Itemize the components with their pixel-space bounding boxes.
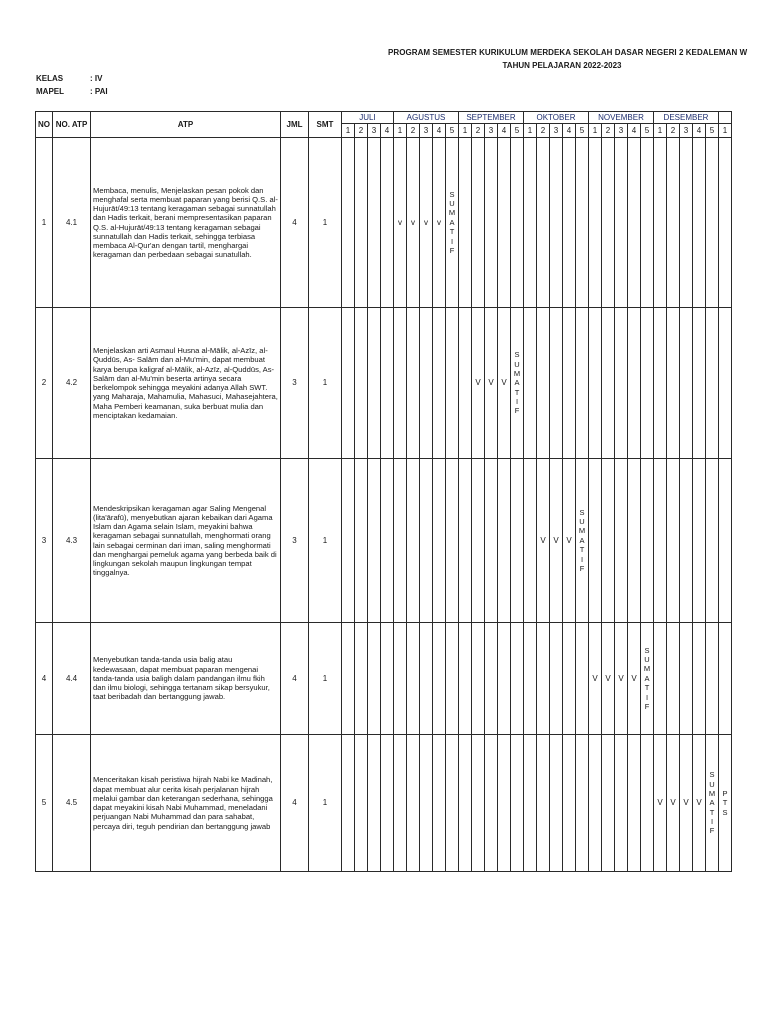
week-cell (419, 307, 432, 458)
week-cell (614, 458, 627, 622)
mapel-label: MAPEL (36, 87, 64, 96)
schedule-mark: V (471, 307, 484, 458)
row-no-atp: 4.4 (52, 622, 90, 734)
month-header: AGUSTUS (393, 111, 458, 123)
week-cell (562, 622, 575, 734)
week-cell (432, 622, 445, 734)
week-number: 3 (484, 123, 497, 137)
week-cell (588, 458, 601, 622)
week-cell (419, 622, 432, 734)
week-cell (471, 734, 484, 871)
week-number: 3 (679, 123, 692, 137)
week-cell (406, 622, 419, 734)
week-cell (458, 307, 471, 458)
row-jml: 4 (280, 622, 308, 734)
activity-label: S U M A T I F (575, 458, 588, 622)
row-no: 3 (35, 458, 52, 622)
month-header: NOVEMBER (588, 111, 653, 123)
week-cell (588, 734, 601, 871)
week-cell (536, 137, 549, 307)
document-subtitle: TAHUN PELAJARAN 2022-2023 (502, 61, 622, 70)
week-cell (393, 307, 406, 458)
row-no-atp: 4.1 (52, 137, 90, 307)
week-cell (380, 734, 393, 871)
week-number: 3 (614, 123, 627, 137)
week-cell (406, 734, 419, 871)
row-atp-description: Menyebutkan tanda-tanda usia balig atau kedewasaan, dapat membuat paparan mengenai tanda-tanda usia baligh dalam pandangan ilmu fkih dan ilmu biologi, sehingga tertanam sikap bersyukur, taat beribadah dan bertanggung jawab. (90, 622, 280, 734)
week-number: 5 (705, 123, 718, 137)
week-cell (575, 137, 588, 307)
week-number: 1 (718, 123, 731, 137)
schedule-mark: v (406, 137, 419, 307)
week-cell (380, 307, 393, 458)
row-jml: 4 (280, 734, 308, 871)
week-number: 3 (367, 123, 380, 137)
week-cell (419, 734, 432, 871)
week-cell (458, 734, 471, 871)
week-cell (432, 307, 445, 458)
week-cell (692, 137, 705, 307)
week-number: 4 (380, 123, 393, 137)
week-cell (536, 622, 549, 734)
week-cell (393, 734, 406, 871)
week-cell (575, 307, 588, 458)
week-cell (666, 458, 679, 622)
week-cell (484, 734, 497, 871)
week-number: 3 (549, 123, 562, 137)
week-number: 5 (575, 123, 588, 137)
schedule-mark: V (601, 622, 614, 734)
kelas-line (36, 74, 102, 83)
week-cell (653, 622, 666, 734)
week-cell (549, 622, 562, 734)
activity-label: P T S (718, 734, 731, 871)
week-cell (718, 622, 731, 734)
week-cell (432, 734, 445, 871)
month-header: SEPTEMBER (458, 111, 523, 123)
week-cell (627, 734, 640, 871)
week-number: 4 (497, 123, 510, 137)
week-cell (393, 458, 406, 622)
week-cell (653, 307, 666, 458)
month-header (718, 111, 731, 123)
col-header-atp: ATP (90, 111, 280, 137)
week-cell (536, 307, 549, 458)
week-cell (666, 307, 679, 458)
schedule-mark: V (614, 622, 627, 734)
week-cell (601, 734, 614, 871)
row-smt: 1 (308, 137, 341, 307)
week-cell (497, 734, 510, 871)
week-cell (419, 458, 432, 622)
week-number: 2 (666, 123, 679, 137)
week-cell (679, 622, 692, 734)
week-cell (653, 458, 666, 622)
week-number: 2 (601, 123, 614, 137)
schedule-mark: v (419, 137, 432, 307)
week-cell (406, 458, 419, 622)
week-number: 4 (627, 123, 640, 137)
week-cell (471, 458, 484, 622)
week-number: 5 (510, 123, 523, 137)
week-cell (445, 307, 458, 458)
week-cell (458, 458, 471, 622)
schedule-mark: V (679, 734, 692, 871)
week-number: 2 (536, 123, 549, 137)
week-number: 5 (445, 123, 458, 137)
week-cell (510, 734, 523, 871)
week-cell (484, 622, 497, 734)
week-cell (705, 622, 718, 734)
document-title: PROGRAM SEMESTER KURIKULUM MERDEKA SEKOLAH DASAR NEGERI 2 KEDALEMAN W (388, 48, 748, 57)
week-cell (367, 137, 380, 307)
table-right-border (731, 111, 732, 871)
week-cell (367, 458, 380, 622)
week-cell (627, 458, 640, 622)
week-cell (341, 734, 354, 871)
week-number: 1 (523, 123, 536, 137)
week-cell (536, 734, 549, 871)
schedule-mark: V (549, 458, 562, 622)
week-cell (341, 458, 354, 622)
week-cell (445, 734, 458, 871)
row-atp-description: Menceritakan kisah peristiwa hijrah Nabi ke Madinah, dapat membuat alur cerita kisah perjalanan hijrah melalui gambar dan keterangan sederhana, sehingga dapat meyakini kisah Nabi Muhammad, meneladani perjuangan Nabi Muhammad dan para sahabat, percaya diri, teguh pendirian dan bertanggung jawab (90, 734, 280, 871)
week-cell (562, 734, 575, 871)
week-cell (640, 137, 653, 307)
week-cell (406, 307, 419, 458)
week-cell (523, 458, 536, 622)
week-cell (367, 622, 380, 734)
row-atp-description: Mendeskripsikan keragaman agar Saling Mengenal (lita'ārafū), menyebutkan ajaran kebaikan dari Agama Islam dan Agama selain Islam, meyakini bahwa keragaman sebagai sunnatullah, menghormati orang lain sebagai cerminan dari iman, saling menghormati dan menghargai pemeluk agama yang berbeda baik di lingkungan sekolah maupun lingkungan tempat tinggalnya. (90, 458, 280, 622)
row-jml: 3 (280, 307, 308, 458)
week-cell (705, 307, 718, 458)
month-header: JULI (341, 111, 393, 123)
row-no: 1 (35, 137, 52, 307)
week-cell (666, 622, 679, 734)
row-smt: 1 (308, 458, 341, 622)
activity-label: S U M A T I F (445, 137, 458, 307)
week-cell (471, 622, 484, 734)
week-cell (627, 307, 640, 458)
week-cell (393, 622, 406, 734)
week-cell (380, 458, 393, 622)
week-cell (445, 458, 458, 622)
row-no: 5 (35, 734, 52, 871)
week-cell (523, 734, 536, 871)
week-number: 4 (562, 123, 575, 137)
row-no-atp: 4.2 (52, 307, 90, 458)
week-cell (679, 137, 692, 307)
row-no: 4 (35, 622, 52, 734)
week-cell (640, 307, 653, 458)
week-cell (640, 734, 653, 871)
schedule-mark: V (692, 734, 705, 871)
schedule-mark: V (562, 458, 575, 622)
week-cell (614, 307, 627, 458)
week-cell (510, 622, 523, 734)
row-jml: 3 (280, 458, 308, 622)
row-smt: 1 (308, 734, 341, 871)
week-cell (666, 137, 679, 307)
week-cell (510, 458, 523, 622)
week-number: 2 (471, 123, 484, 137)
week-cell (367, 734, 380, 871)
week-cell (601, 458, 614, 622)
col-header-no-atp: NO. ATP (52, 111, 90, 137)
week-cell (341, 622, 354, 734)
table-bottom-border (35, 871, 732, 872)
month-header: DESEMBER (653, 111, 718, 123)
week-cell (380, 622, 393, 734)
week-cell (341, 307, 354, 458)
week-cell (484, 458, 497, 622)
week-cell (614, 734, 627, 871)
week-cell (380, 137, 393, 307)
row-atp-description: Menjelaskan arti Asmaul Husna al-Mālik, al-Azīz, al-Quddūs, As- Salām dan al-Mu'min, dapat membuat karya berupa kaligraf al-Mālik, al-Azīz, al-Quddūs, As-Salām dan al-Mu'min beserta artinya secara berkelompok sehingga meyakini adanya Allah SWT. yang Maharaja, Mahamulia, Mahasuci, Mahasejahtera, Maha Pemberi keamanan, suka berbuat mulia dan menciptakan kedamaian. (90, 307, 280, 458)
schedule-mark: V (627, 622, 640, 734)
row-no-atp: 4.3 (52, 458, 90, 622)
week-cell (549, 137, 562, 307)
activity-label: S U M A T I F (510, 307, 523, 458)
week-cell (679, 307, 692, 458)
week-cell (354, 307, 367, 458)
row-no-atp: 4.5 (52, 734, 90, 871)
week-cell (575, 622, 588, 734)
week-cell (692, 458, 705, 622)
week-cell (692, 622, 705, 734)
row-atp-description: Membaca, menulis, Menjelaskan pesan pokok dan menghafal serta membuat paparan yang berisi Q.S. al-Hujurāt/49:13 tentang keragaman sebagai sunnatullah dan Hadis terkait, berani mempresentasikan paparan Q.S. al-Hujurāt/49:13 tentang keragaman sebagai sunnatullah dan Hadis terkait, sehingga terbiasa membaca Al-Qur'an dengan tartil, menghargai keragaman dan perbedaan sebagai sunatullah. (90, 137, 280, 307)
week-number: 5 (640, 123, 653, 137)
week-number: 1 (653, 123, 666, 137)
week-cell (627, 137, 640, 307)
week-cell (705, 458, 718, 622)
week-cell (575, 734, 588, 871)
mapel-value: : PAI (90, 87, 108, 96)
week-cell (523, 137, 536, 307)
week-cell (549, 734, 562, 871)
week-number: 1 (341, 123, 354, 137)
schedule-mark: V (588, 622, 601, 734)
week-cell (458, 137, 471, 307)
row-no: 2 (35, 307, 52, 458)
week-number: 1 (588, 123, 601, 137)
week-cell (354, 458, 367, 622)
week-cell (601, 137, 614, 307)
week-cell (653, 137, 666, 307)
week-number: 3 (419, 123, 432, 137)
week-number: 2 (406, 123, 419, 137)
week-cell (458, 622, 471, 734)
week-cell (497, 137, 510, 307)
week-cell (562, 307, 575, 458)
week-cell (588, 137, 601, 307)
week-cell (705, 137, 718, 307)
week-cell (484, 137, 497, 307)
week-cell (445, 622, 458, 734)
week-number: 1 (458, 123, 471, 137)
week-cell (614, 137, 627, 307)
week-cell (354, 734, 367, 871)
week-cell (523, 622, 536, 734)
week-cell (692, 307, 705, 458)
schedule-mark: V (536, 458, 549, 622)
week-number: 2 (354, 123, 367, 137)
week-cell (588, 307, 601, 458)
schedule-mark: v (432, 137, 445, 307)
schedule-mark: V (653, 734, 666, 871)
month-header: OKTOBER (523, 111, 588, 123)
week-number: 4 (432, 123, 445, 137)
week-cell (549, 307, 562, 458)
col-header-jml: JML (280, 111, 308, 137)
week-cell (562, 137, 575, 307)
week-cell (341, 137, 354, 307)
schedule-mark: V (484, 307, 497, 458)
row-jml: 4 (280, 137, 308, 307)
week-cell (354, 137, 367, 307)
week-cell (718, 137, 731, 307)
week-cell (679, 458, 692, 622)
schedule-mark: V (666, 734, 679, 871)
week-cell (601, 307, 614, 458)
activity-label: S U M A T I F (640, 622, 653, 734)
row-smt: 1 (308, 307, 341, 458)
kelas-label: KELAS (36, 74, 64, 83)
week-cell (497, 458, 510, 622)
week-cell (523, 307, 536, 458)
mapel-line (36, 87, 108, 96)
row-smt: 1 (308, 622, 341, 734)
week-cell (354, 622, 367, 734)
kelas-value: : IV (90, 74, 103, 83)
week-number: 1 (393, 123, 406, 137)
week-number: 4 (692, 123, 705, 137)
week-cell (718, 458, 731, 622)
col-header-no: NO (35, 111, 52, 137)
schedule-mark: V (497, 307, 510, 458)
week-cell (432, 458, 445, 622)
schedule-mark: v (393, 137, 406, 307)
week-cell (640, 458, 653, 622)
week-cell (510, 137, 523, 307)
week-cell (367, 307, 380, 458)
week-cell (471, 137, 484, 307)
week-cell (497, 622, 510, 734)
week-cell (718, 307, 731, 458)
col-header-smt: SMT (308, 111, 341, 137)
activity-label: S U M A T I F (705, 734, 718, 871)
